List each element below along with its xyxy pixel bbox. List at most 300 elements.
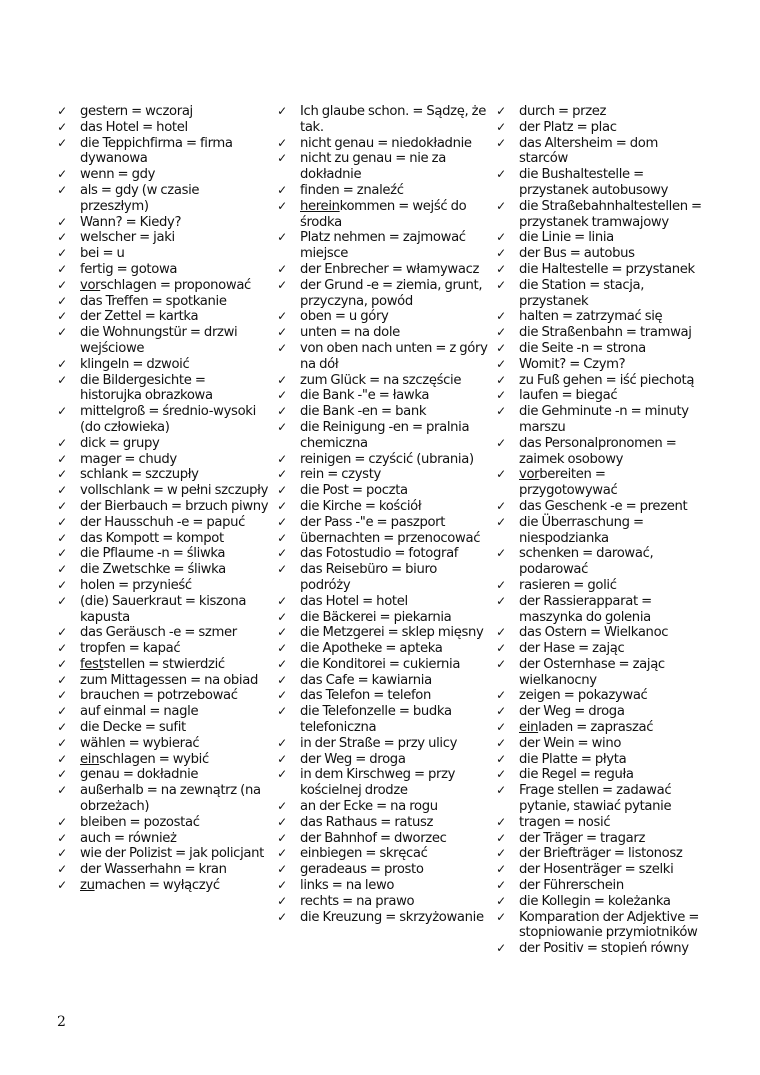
check-icon: ✓ <box>496 862 506 877</box>
entry-text: schenken = darować, podarować <box>519 546 654 578</box>
check-icon: ✓ <box>57 735 67 750</box>
check-icon: ✓ <box>57 483 67 498</box>
check-icon: ✓ <box>57 783 67 798</box>
entry-text: die Überraschung = niespodzianka <box>519 514 644 546</box>
vocab-entry <box>55 641 270 657</box>
vocab-entry <box>494 625 706 641</box>
vocab-entry <box>494 278 706 310</box>
check-icon: ✓ <box>496 261 506 276</box>
entry-text: das Reisebüro = biuro podróży <box>300 562 437 593</box>
check-icon: ✓ <box>277 814 287 829</box>
vocab-entry <box>275 562 490 594</box>
vocab-entry <box>275 230 490 262</box>
entry-text: die Zwetschke = śliwka <box>80 562 226 578</box>
entry-text: der Weg = droga <box>300 751 406 767</box>
check-icon: ✓ <box>57 119 67 134</box>
check-icon: ✓ <box>277 862 287 877</box>
vocab-entry <box>494 641 706 657</box>
check-icon: ✓ <box>277 751 287 766</box>
vocab-entry <box>55 246 270 262</box>
entry-text: die Wohnungstür = drzwi wejściowe <box>80 325 238 356</box>
vocab-entry <box>55 357 270 373</box>
check-icon: ✓ <box>496 119 506 134</box>
vocab-entry <box>275 151 490 183</box>
vocab-entry <box>55 767 270 783</box>
check-icon: ✓ <box>277 799 287 814</box>
entry-text: der Weg = droga <box>519 704 625 720</box>
check-icon: ✓ <box>277 846 287 861</box>
entry-text: tragen = nosić <box>519 814 611 830</box>
entry-text: kommen = wejść do środka <box>300 198 467 230</box>
vocab-entry <box>55 625 270 641</box>
entry-text: der Hosenträger = szelki <box>519 862 674 878</box>
vocab-entry <box>275 657 490 673</box>
vocab-entry <box>494 878 706 894</box>
entry-text: laufen = biegać <box>519 388 618 404</box>
entry-text: das Kompott = kompot <box>80 530 224 546</box>
entry-text: die Post = poczta <box>300 483 408 499</box>
entry-text: die Teppichfirma = firma dywanowa <box>80 135 233 167</box>
entry-text: die Bank -en = bank <box>300 404 427 420</box>
vocab-entry <box>494 104 706 120</box>
entry-text: die Konditorei = cukiernia <box>300 656 461 672</box>
vocab-entry <box>494 515 706 547</box>
check-icon: ✓ <box>57 593 67 608</box>
check-icon: ✓ <box>277 325 287 340</box>
separable-prefix: zu <box>80 878 95 894</box>
vocab-entry <box>275 199 490 231</box>
entry-text: das Personalpronomen = zaimek osobowy <box>519 435 677 467</box>
entry-text: das Geschenk -e = prezent <box>519 498 688 514</box>
vocab-entry <box>275 641 490 657</box>
entry-text: der Bierbauch = brzuch piwny <box>80 498 269 514</box>
entry-text: das Treffen = spotkanie <box>80 293 227 309</box>
check-icon: ✓ <box>496 720 506 735</box>
entry-text: die Regel = reguła <box>519 767 634 783</box>
entry-text: die Station = stacja, przystanek <box>519 277 645 309</box>
check-icon: ✓ <box>57 277 67 292</box>
vocab-entry <box>55 167 270 183</box>
check-icon: ✓ <box>277 309 287 324</box>
vocab-entry <box>494 657 706 689</box>
check-icon: ✓ <box>57 814 67 829</box>
entry-text: schlank = szczupły <box>80 467 199 483</box>
vocab-entry <box>494 136 706 168</box>
vocab-entry <box>55 688 270 704</box>
check-icon: ✓ <box>57 672 67 687</box>
vocab-entry <box>55 815 270 831</box>
separable-prefix: ein <box>80 751 100 767</box>
entry-text: die Kollegin = koleżanka <box>519 893 671 909</box>
entry-text: reinigen = czyścić (ubrania) <box>300 451 474 467</box>
entry-text: holen = przynieść <box>80 577 192 593</box>
entry-text: finden = znaleźć <box>300 182 404 198</box>
vocab-entry <box>275 736 490 752</box>
vocab-entry <box>55 783 270 815</box>
check-icon: ✓ <box>496 751 506 766</box>
check-icon: ✓ <box>277 182 287 197</box>
check-icon: ✓ <box>57 246 67 261</box>
check-icon: ✓ <box>496 467 506 482</box>
vocab-entry <box>55 562 270 578</box>
entry-text: schlagen = wybić <box>99 751 209 767</box>
check-icon: ✓ <box>57 562 67 577</box>
entry-text: zu Fuß gehen = iść piechotą <box>519 372 695 388</box>
vocab-entry <box>275 799 490 815</box>
check-icon: ✓ <box>57 577 67 592</box>
check-icon: ✓ <box>57 546 67 561</box>
check-icon: ✓ <box>496 388 506 403</box>
entry-text: der Positiv = stopień równy <box>519 941 689 957</box>
entry-text: das Fotostudio = fotograf <box>300 546 459 562</box>
vocabulary-column-1 <box>55 104 270 894</box>
vocab-entry <box>55 483 270 499</box>
entry-text: der Bahnhof = dworzec <box>300 830 447 846</box>
check-icon: ✓ <box>57 625 67 640</box>
entry-text: der Briefträger = listonosz <box>519 846 683 862</box>
entry-text: gestern = wczoraj <box>80 104 193 119</box>
entry-text: Frage stellen = zadawać pytanie, stawiać pytanie <box>519 783 672 815</box>
entry-text: unten = na dole <box>300 325 400 341</box>
vocab-entry <box>55 531 270 547</box>
vocab-entry <box>55 720 270 736</box>
entry-text: die Linie = linia <box>519 230 614 246</box>
entry-text: auch = również <box>80 830 177 846</box>
vocab-entry <box>55 594 270 626</box>
vocab-entry <box>55 673 270 689</box>
check-icon: ✓ <box>57 751 67 766</box>
vocab-entry <box>55 831 270 847</box>
check-icon: ✓ <box>57 530 67 545</box>
vocab-entry <box>275 531 490 547</box>
entry-text: das Geräusch -e = szmer <box>80 625 237 641</box>
vocab-entry <box>55 309 270 325</box>
vocabulary-column-3 <box>494 104 706 957</box>
entry-text: nicht zu genau = nie za dokładnie <box>300 151 446 183</box>
vocab-entry <box>494 341 706 357</box>
check-icon: ✓ <box>57 830 67 845</box>
entry-text: das Cafe = kawiarnia <box>300 672 432 688</box>
check-icon: ✓ <box>277 340 287 355</box>
entry-text: übernachten = przenocować <box>300 530 481 546</box>
entry-text: zeigen = pokazywać <box>519 688 648 704</box>
vocab-entry <box>275 846 490 862</box>
vocab-entry <box>275 515 490 531</box>
check-icon: ✓ <box>277 593 287 608</box>
check-icon: ✓ <box>277 893 287 908</box>
vocab-entry <box>494 704 706 720</box>
check-icon: ✓ <box>57 514 67 529</box>
check-icon: ✓ <box>496 625 506 640</box>
vocab-entry <box>275 373 490 389</box>
entry-text: dick = grupy <box>80 435 160 451</box>
vocab-entry <box>55 452 270 468</box>
check-icon: ✓ <box>496 404 506 419</box>
entry-text: welscher = jaki <box>80 230 175 246</box>
vocab-entry <box>494 862 706 878</box>
check-icon: ✓ <box>496 309 506 324</box>
vocab-entry <box>275 341 490 373</box>
entry-text: rasieren = golić <box>519 577 617 593</box>
entry-text: Wann? = Kiedy? <box>80 214 182 230</box>
entry-text: die Kirche = kościół <box>300 498 422 514</box>
vocab-entry <box>275 894 490 910</box>
check-icon: ✓ <box>496 325 506 340</box>
entry-text: laden = zapraszać <box>538 720 654 736</box>
vocab-entry <box>55 436 270 452</box>
check-icon: ✓ <box>496 546 506 561</box>
vocab-entry <box>275 862 490 878</box>
vocab-entry <box>275 262 490 278</box>
vocab-entry <box>494 120 706 136</box>
vocab-entry <box>55 215 270 231</box>
entry-text: fertig = gotowa <box>80 261 178 277</box>
entry-text: zum Glück = na szczęście <box>300 372 462 388</box>
entry-text: halten = zatrzymać się <box>519 309 663 325</box>
entry-text: die Apotheke = apteka <box>300 641 443 657</box>
entry-text: wählen = wybierać <box>80 735 200 751</box>
check-icon: ✓ <box>496 514 506 529</box>
vocab-entry <box>55 752 270 768</box>
vocab-entry <box>55 546 270 562</box>
entry-text: die Bank -"e = ławka <box>300 388 430 404</box>
check-icon: ✓ <box>277 419 287 434</box>
vocab-entry <box>494 230 706 246</box>
entry-text: die Metzgerei = sklep mięsny <box>300 625 484 641</box>
vocab-entry <box>55 262 270 278</box>
check-icon: ✓ <box>57 688 67 703</box>
check-icon: ✓ <box>277 625 287 640</box>
check-icon: ✓ <box>57 720 67 735</box>
check-icon: ✓ <box>57 230 67 245</box>
vocab-entry <box>494 783 706 815</box>
entry-text: die Platte = płyta <box>519 751 627 767</box>
check-icon: ✓ <box>496 435 506 450</box>
vocab-entry <box>55 278 270 294</box>
entry-text: das Telefon = telefon <box>300 688 432 704</box>
vocab-entry <box>494 688 706 704</box>
vocab-entry <box>55 373 270 405</box>
entry-text: der Grund -e = ziemia, grunt, przyczyna, powód <box>300 277 483 309</box>
vocab-entry <box>55 136 270 168</box>
check-icon: ✓ <box>57 767 67 782</box>
entry-text: der Bus = autobus <box>519 246 635 262</box>
vocab-entry <box>275 499 490 515</box>
entry-text: nicht genau = niedokładnie <box>300 135 472 151</box>
entry-text: außerhalb = na zewnątrz (na obrzeżach) <box>80 783 261 815</box>
entry-text: das Rathaus = ratusz <box>300 814 434 830</box>
vocab-entry <box>55 499 270 515</box>
check-icon: ✓ <box>496 909 506 924</box>
check-icon: ✓ <box>57 451 67 466</box>
check-icon: ✓ <box>277 514 287 529</box>
check-icon: ✓ <box>57 846 67 861</box>
check-icon: ✓ <box>277 277 287 292</box>
entry-text: bleiben = pozostać <box>80 814 200 830</box>
vocab-entry <box>494 325 706 341</box>
entry-text: oben = u góry <box>300 309 389 325</box>
vocab-entry <box>55 704 270 720</box>
check-icon: ✓ <box>496 372 506 387</box>
check-icon: ✓ <box>57 372 67 387</box>
check-icon: ✓ <box>496 356 506 371</box>
entry-text: der Zettel = kartka <box>80 309 199 325</box>
separable-prefix: herein <box>300 198 340 214</box>
vocab-entry <box>55 578 270 594</box>
entry-text: genau = dokładnie <box>80 767 199 783</box>
entry-text: tropfen = kapać <box>80 641 181 657</box>
vocab-entry <box>494 246 706 262</box>
vocab-entry <box>494 736 706 752</box>
entry-text: wenn = gdy <box>80 167 156 183</box>
check-icon: ✓ <box>496 656 506 671</box>
entry-text: Ich glaube schon. = Sądzę, że tak. <box>300 104 486 135</box>
vocab-entry <box>275 610 490 626</box>
check-icon: ✓ <box>496 704 506 719</box>
entry-text: der Hausschuh -e = papuć <box>80 514 246 530</box>
check-icon: ✓ <box>57 704 67 719</box>
check-icon: ✓ <box>277 641 287 656</box>
entry-text: Komparation der Adjektive = stopniowanie przymiotników <box>519 909 700 941</box>
entry-text: der Enbrecher = włamywacz <box>300 261 480 277</box>
check-icon: ✓ <box>277 562 287 577</box>
vocab-entry <box>275 625 490 641</box>
check-icon: ✓ <box>57 641 67 656</box>
entry-text: die Reinigung -en = pralnia chemiczna <box>300 419 470 451</box>
vocab-entry <box>275 420 490 452</box>
check-icon: ✓ <box>496 198 506 213</box>
vocab-entry <box>55 183 270 215</box>
vocab-entry <box>494 388 706 404</box>
vocab-entry <box>275 673 490 689</box>
separable-prefix: fest <box>80 656 104 672</box>
check-icon: ✓ <box>496 735 506 750</box>
entry-text: bei = u <box>80 246 125 262</box>
vocabulary-column-2 <box>275 104 490 925</box>
check-icon: ✓ <box>57 214 67 229</box>
separable-prefix: vor <box>80 277 101 293</box>
entry-text: die Kreuzung = skrzyżowanie <box>300 909 484 925</box>
vocab-entry <box>275 388 490 404</box>
entry-text: das Hotel = hotel <box>300 593 408 609</box>
entry-text: machen = wyłączyć <box>94 878 220 894</box>
check-icon: ✓ <box>277 151 287 166</box>
entry-text: geradeaus = prosto <box>300 862 424 878</box>
entry-text: der Wasserhahn = kran <box>80 862 227 878</box>
entry-text: die Gehminute -n = minuty marszu <box>519 404 689 435</box>
vocab-entry <box>55 467 270 483</box>
check-icon: ✓ <box>277 135 287 150</box>
entry-text: die Seite -n = strona <box>519 340 646 356</box>
check-icon: ✓ <box>57 862 67 877</box>
check-icon: ✓ <box>57 325 67 340</box>
check-icon: ✓ <box>57 404 67 419</box>
check-icon: ✓ <box>277 546 287 561</box>
check-icon: ✓ <box>277 688 287 703</box>
vocab-entry <box>494 199 706 231</box>
vocab-entry <box>55 325 270 357</box>
check-icon: ✓ <box>496 846 506 861</box>
vocab-entry <box>494 910 706 942</box>
check-icon: ✓ <box>277 878 287 893</box>
vocab-entry <box>494 594 706 626</box>
check-icon: ✓ <box>277 830 287 845</box>
vocab-entry <box>275 278 490 310</box>
entry-text: einbiegen = skręcać <box>300 846 428 862</box>
entry-text: die Bäckerei = piekarnia <box>300 609 452 625</box>
check-icon: ✓ <box>277 909 287 924</box>
check-icon: ✓ <box>496 230 506 245</box>
entry-text: klingeln = dzwoić <box>80 356 190 372</box>
check-icon: ✓ <box>57 293 67 308</box>
entry-text: der Rassierapparat = maszynka do golenia <box>519 593 652 625</box>
check-icon: ✓ <box>277 467 287 482</box>
vocab-entry <box>275 815 490 831</box>
entry-text: das Hotel = hotel <box>80 119 188 135</box>
entry-text: brauchen = potrzebować <box>80 688 238 704</box>
vocab-entry <box>275 467 490 483</box>
vocab-entry <box>55 120 270 136</box>
entry-text: die Telefonzelle = budka telefoniczna <box>300 704 452 736</box>
entry-text: der Platz = plac <box>519 119 617 135</box>
entry-text: vollschlank = w pełni szczupły <box>80 483 269 499</box>
vocab-entry <box>55 515 270 531</box>
vocab-entry <box>494 767 706 783</box>
vocab-entry <box>275 546 490 562</box>
check-icon: ✓ <box>277 451 287 466</box>
check-icon: ✓ <box>57 498 67 513</box>
page-number: 2 <box>57 1014 66 1030</box>
vocab-entry <box>275 452 490 468</box>
check-icon: ✓ <box>496 893 506 908</box>
check-icon: ✓ <box>57 135 67 150</box>
vocab-entry <box>55 878 270 894</box>
check-icon: ✓ <box>277 230 287 245</box>
check-icon: ✓ <box>277 198 287 213</box>
entry-text: der Führerschein <box>519 878 624 894</box>
vocab-entry <box>275 309 490 325</box>
vocab-entry <box>275 104 490 136</box>
entry-text: mittelgroß = średnio-wysoki (do człowieka) <box>80 404 256 435</box>
entry-text: Platz nehmen = zajmować miejsce <box>300 230 466 262</box>
check-icon: ✓ <box>496 783 506 798</box>
check-icon: ✓ <box>496 277 506 292</box>
vocab-entry <box>55 230 270 246</box>
check-icon: ✓ <box>277 388 287 403</box>
vocab-entry <box>55 104 270 120</box>
check-icon: ✓ <box>277 704 287 719</box>
check-icon: ✓ <box>277 672 287 687</box>
vocab-entry <box>275 594 490 610</box>
check-icon: ✓ <box>57 878 67 893</box>
check-icon: ✓ <box>57 167 67 182</box>
entry-text: der Hase = zając <box>519 641 625 657</box>
check-icon: ✓ <box>57 104 67 118</box>
check-icon: ✓ <box>277 767 287 782</box>
vocab-entry <box>494 815 706 831</box>
vocab-entry <box>275 688 490 704</box>
entry-text: das Ostern = Wielkanoc <box>519 625 669 641</box>
check-icon: ✓ <box>277 372 287 387</box>
check-icon: ✓ <box>496 878 506 893</box>
vocab-entry <box>494 167 706 199</box>
check-icon: ✓ <box>57 261 67 276</box>
vocab-entry <box>275 878 490 894</box>
check-icon: ✓ <box>57 356 67 371</box>
vocab-entry <box>275 831 490 847</box>
check-icon: ✓ <box>496 246 506 261</box>
entry-text: (die) Sauerkraut = kiszona kapusta <box>80 593 247 625</box>
